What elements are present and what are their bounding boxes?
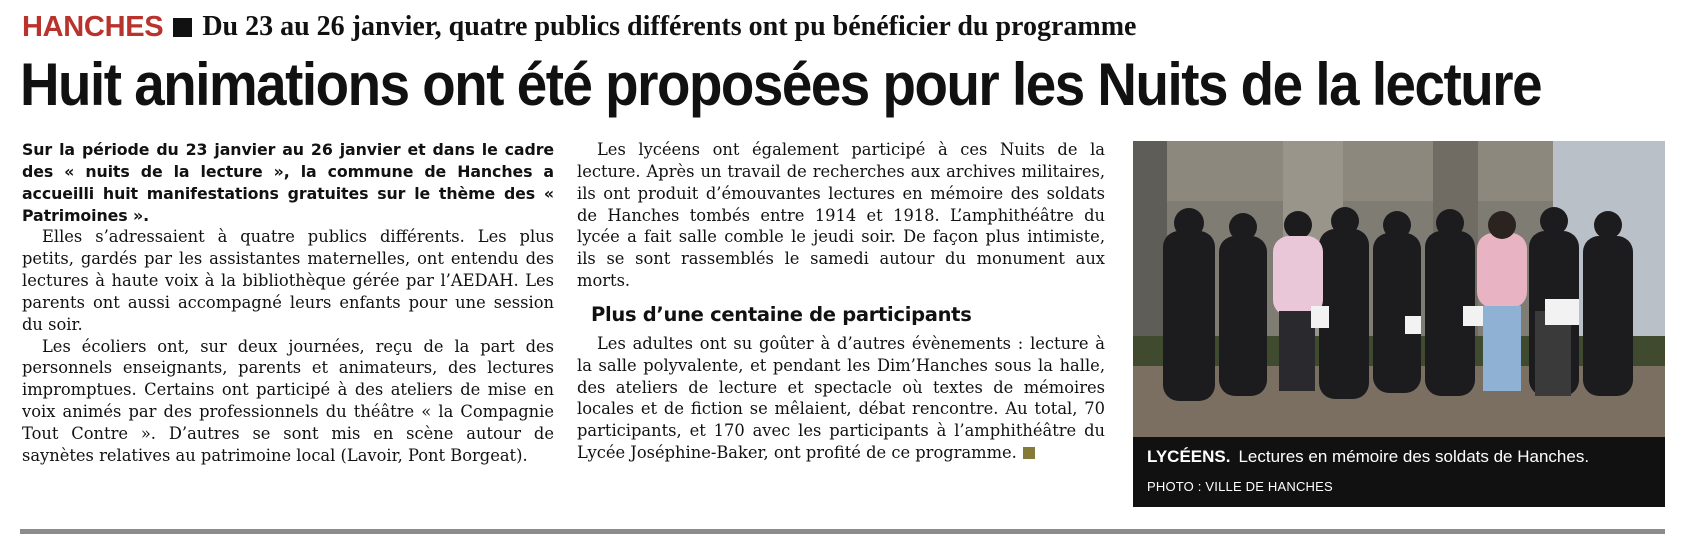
section-subheading: Plus d’une centaine de participants (591, 302, 972, 326)
photo-credit: PHOTO : VILLE DE HANCHES (1147, 479, 1333, 494)
photo-caption (1133, 437, 1665, 507)
caption-text: Lectures en mémoire des soldats de Hanches. (1238, 447, 1590, 466)
bottom-rule (20, 529, 1665, 534)
location-tag: HANCHES (22, 10, 164, 43)
text-column-2 (577, 139, 1105, 464)
lead-paragraph: Sur la période du 23 janvier au 26 janvier et dans le cadre des « nuits de la lecture », la commune de Hanches a accueilli huit manifestations gratuites sur le thème des « Patrimoines ». (22, 140, 554, 225)
body-paragraph (577, 333, 1105, 464)
group-photo-illustration (1133, 141, 1665, 437)
article-kicker (22, 10, 1136, 44)
separator-square-icon (173, 18, 192, 37)
caption-label: LYCÉENS. (1147, 447, 1231, 466)
body-paragraph: Elles s’adressaient à quatre publics différents. Les plus petits, gardés par les assistantes maternelles, ont entendu des lectures à haute voix à la bibliothèque gérée par l’AEDAH. Les parents ont aussi accompagné leurs enfants pour une session du soir. (22, 227, 554, 334)
article-subtitle: Du 23 au 26 janvier, quatre publics différents ont pu bénéficier du programme (202, 11, 1137, 42)
body-paragraph: Les écoliers ont, sur deux journées, reçu de la part des personnels enseignants, parents et animateurs, des lectures impromptues. Certains ont participé à des ateliers de mise en voix animés par des professionnels du théâtre « la Compagnie Tout Contre ». D’autres se sont mis en scène autour de saynètes relatives au patrimoine local (Lavoir, Pont Borgeat). (22, 336, 554, 465)
body-paragraph-text: Les adultes ont su goûter à d’autres évènements : lecture à la salle polyvalente, et pendant les Dim’Hanches sous la halle, des ateliers de lecture et spectacle où textes de mémoires locales et de fiction se mêlaient, débat rencontre. Au total, 70 participants, et 170 avec les participants à l’amphithéâtre du Lycée Joséphine-Baker, ont profité de ce programme. (577, 333, 1105, 463)
end-mark-icon (1023, 447, 1035, 459)
caption-line (1147, 447, 1589, 467)
text-column-1 (22, 139, 554, 467)
article-headline: Huit animations ont été proposées pour les Nuits de la lecture (20, 51, 1542, 118)
body-paragraph: Les lycéens ont également participé à ces Nuits de la lecture. Après un travail de recherches aux archives militaires, ils ont produit d’émouvantes lectures en mémoire des soldats de Hanches tombés entre 1914 et 1918. L’amphithéâtre du lycée a fait salle comble le jeudi soir. De façon plus intimiste, ils se sont rassemblés le samedi autour du monument aux morts. (577, 140, 1105, 291)
